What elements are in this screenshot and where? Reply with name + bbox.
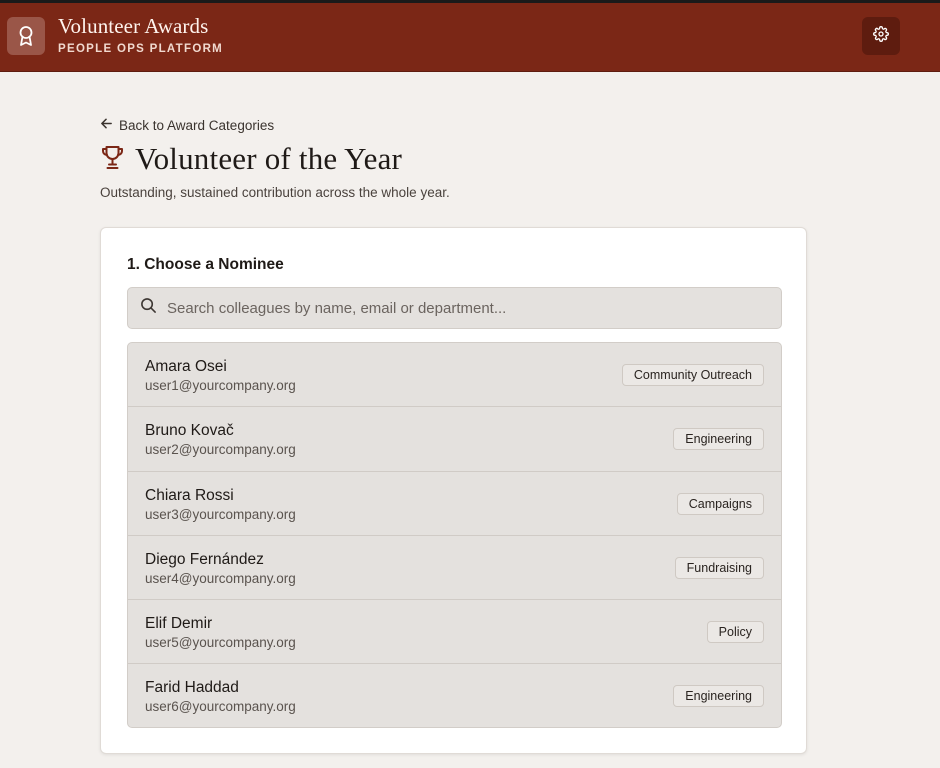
colleague-row[interactable] [128, 343, 781, 407]
back-to-categories-link[interactable] [100, 117, 274, 133]
arrow-left-icon [100, 117, 113, 133]
colleague-email: user2@yourcompany.org [145, 442, 296, 458]
department-tag: Engineering [673, 428, 764, 450]
page-title-row [100, 141, 402, 177]
colleague-email: user3@yourcompany.org [145, 506, 296, 522]
colleague-name: Elif Demir [145, 615, 213, 633]
colleague-row[interactable] [128, 600, 781, 664]
settings-button[interactable] [862, 17, 900, 55]
colleague-email: user4@yourcompany.org [145, 570, 296, 586]
department-tag: Campaigns [677, 493, 764, 515]
colleague-name: Diego Fernández [145, 550, 264, 568]
search-icon [140, 297, 157, 319]
colleague-name: Amara Osei [145, 358, 227, 375]
search-input[interactable] [167, 300, 767, 317]
colleague-name: Bruno Kovač [145, 422, 234, 440]
gear-icon [873, 26, 889, 47]
colleague-list [127, 342, 782, 728]
top-bar [0, 0, 940, 72]
choose-nominee-heading: 1. Choose a Nominee [127, 256, 284, 273]
page-title: Volunteer of the Year [135, 141, 403, 176]
colleague-row[interactable] [128, 664, 781, 728]
colleague-email: user5@yourcompany.org [145, 635, 296, 651]
colleague-email: user1@yourcompany.org [145, 378, 296, 393]
colleague-row[interactable] [128, 472, 781, 536]
colleague-row[interactable] [128, 407, 781, 471]
department-tag: Policy [707, 621, 764, 643]
nominee-card [100, 227, 807, 754]
department-tag: Fundraising [675, 557, 764, 579]
department-tag: Community Outreach [622, 364, 764, 386]
colleague-name: Farid Haddad [145, 679, 239, 697]
app-subtitle: PEOPLE OPS PLATFORM [58, 43, 224, 55]
back-link-label: Back to Award Categories [119, 117, 275, 133]
search-box [127, 287, 782, 329]
colleague-email: user6@yourcompany.org [145, 699, 296, 715]
trophy-icon [100, 144, 125, 175]
page-description: Outstanding, sustained contribution across the whole year. [100, 185, 450, 200]
department-tag: Engineering [673, 685, 764, 707]
app-title: Volunteer Awards [58, 14, 209, 38]
award-ribbon-icon [7, 17, 45, 55]
colleague-name: Chiara Rossi [145, 486, 234, 504]
colleague-row[interactable] [128, 536, 781, 600]
